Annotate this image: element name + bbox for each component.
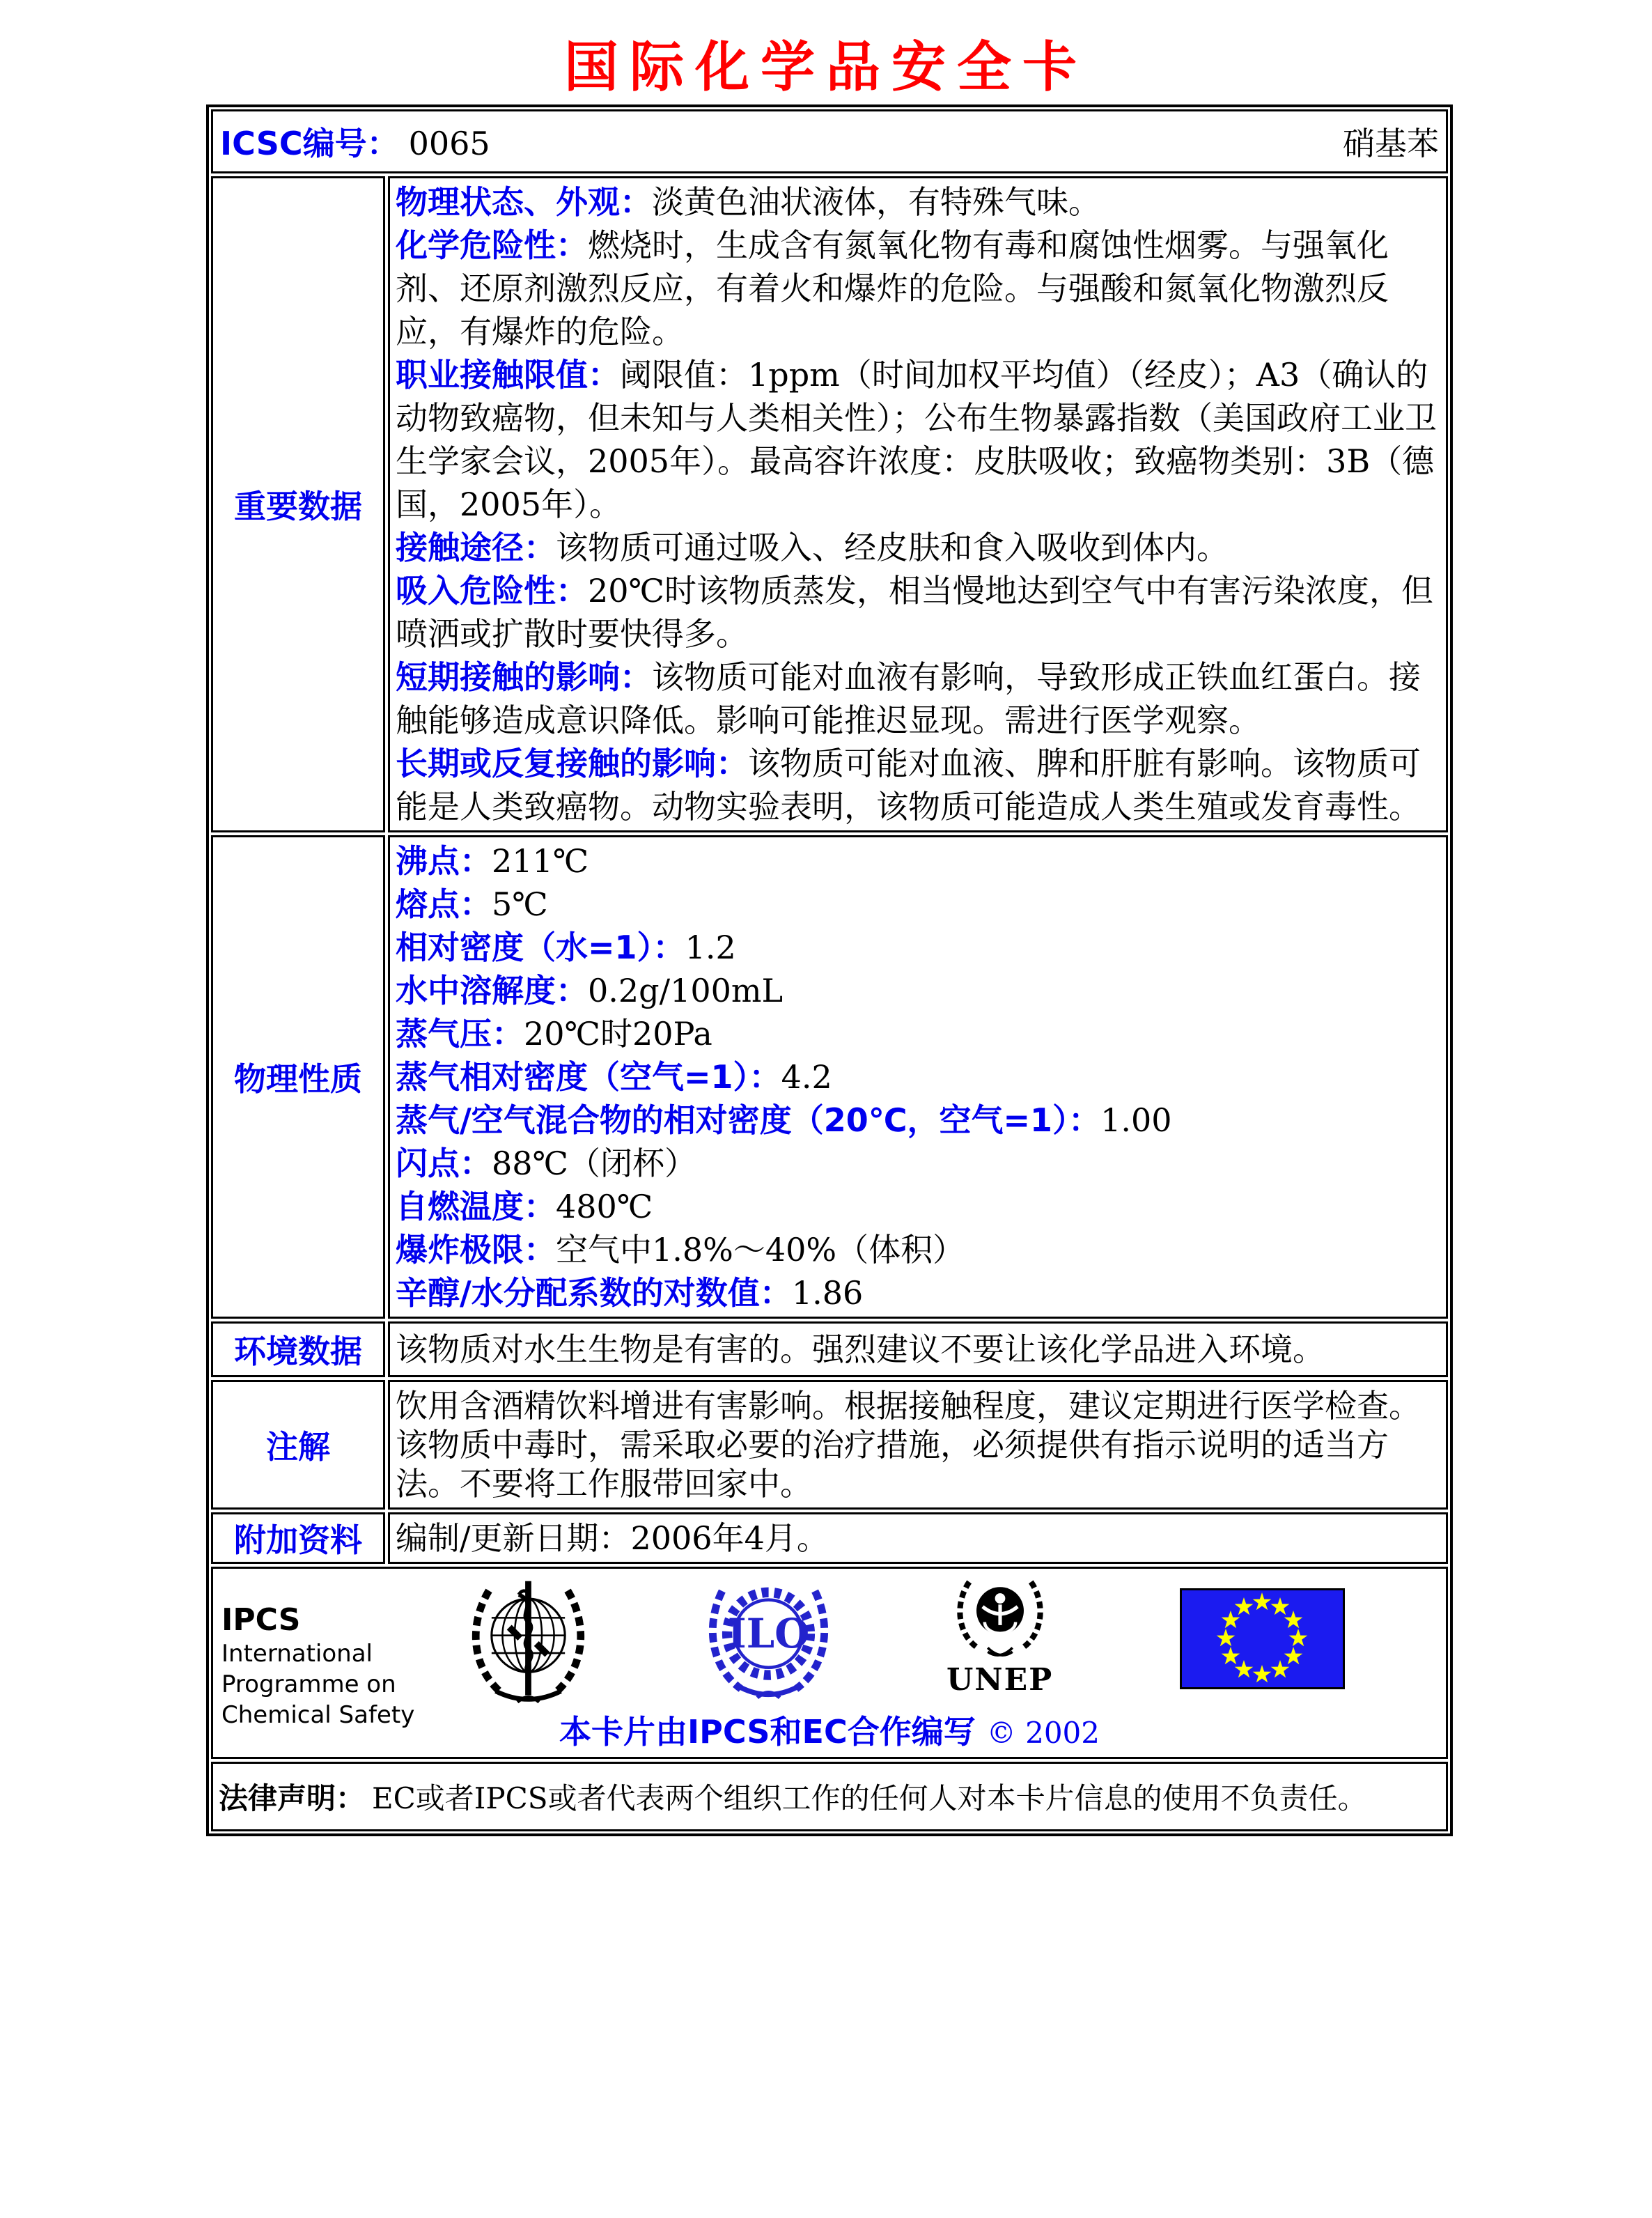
who-logo-icon [460, 1573, 596, 1712]
important-data-item-label: 职业接触限值： [396, 356, 620, 394]
physical-property-label: 闪点： [396, 1145, 492, 1182]
important-data-item-label: 化学危险性： [396, 226, 588, 264]
notes-text: 饮用含酒精饮料增进有害影响。根据接触程度，建议定期进行医学检查。该物质中毒时，需采取必要的治疗措施，必须提供有指示说明的适当方法。不要将工作服带回家中。 [396, 1387, 1421, 1503]
environmental-data-content [388, 1321, 1448, 1377]
physical-property-value: 5℃ [492, 885, 548, 923]
important-data-item-text: 阈限值：1ppm（时间加权平均值）（经皮）；A3（确认的动物致癌物，但未知与人类相关性）；公布生物暴露指数（美国政府工业卫生学家会议，2005年）。最高容许浓度：皮肤吸收；致癌物类别：3B（德国，2005年）。 [396, 356, 1437, 523]
important-data-item [396, 656, 1440, 742]
physical-property-label: 自燃温度： [396, 1188, 556, 1225]
ilo-logo-icon [704, 1579, 833, 1707]
ilo-monogram-text: ILO [727, 1610, 810, 1657]
important-data-item [396, 180, 1440, 224]
physical-property-label: 蒸气/空气混合物的相对密度（20℃，空气=1）： [396, 1101, 1101, 1139]
physical-property-item [396, 1271, 1440, 1314]
important-data-item-text: 该物质可通过吸入、经皮肤和食入吸收到体内。 [556, 529, 1229, 566]
important-data-item-label: 吸入危险性： [396, 572, 588, 610]
footer-caption [213, 1707, 1446, 1753]
additional-info-content [388, 1512, 1448, 1564]
physical-properties-row [211, 835, 1448, 1319]
physical-property-item [396, 1012, 1440, 1055]
important-data-item-text: 淡黄色油状液体，有特殊气味。 [652, 183, 1100, 221]
important-data-item-text: 该物质可能对血液有影响，导致形成正铁血红蛋白。接触能够造成意识降低。影响可能推迟显现。需进行医学观察。 [396, 658, 1421, 739]
environmental-data-text: 该物质对水生生物是有害的。强烈建议不要让该化学品进入环境。 [396, 1331, 1325, 1368]
unep-wordmark: UNEP [946, 1662, 1054, 1698]
additional-info-row [211, 1512, 1448, 1564]
physical-property-value: 20℃时20Pa [524, 1015, 712, 1053]
physical-property-item [396, 883, 1440, 926]
ipcs-line-2: Programme on [221, 1670, 396, 1698]
notes-section-label: 注解 [211, 1380, 385, 1510]
physical-property-item [396, 1185, 1440, 1228]
footer-copyright: © 2002 [986, 1716, 1100, 1750]
important-data-item-text: 该物质可能对血液、脾和肝脏有影响。该物质可能是人类致癌物。动物实验表明，该物质可能造成人类生殖或发育毒性。 [396, 745, 1421, 825]
important-data-item-label: 长期或反复接触的影响： [396, 745, 748, 782]
important-data-content [388, 176, 1448, 832]
physical-property-value: 1.86 [791, 1274, 864, 1312]
eu-flag-icon [1180, 1588, 1345, 1692]
physical-property-item [396, 969, 1440, 1012]
important-data-item-text: 20℃时该物质蒸发，相当慢地达到空气中有害污染浓度，但喷洒或扩散时要快得多。 [396, 572, 1433, 653]
physical-property-item [396, 926, 1440, 969]
important-data-item-label: 短期接触的影响： [396, 658, 652, 696]
environmental-data-section-label: 环境数据 [211, 1321, 385, 1377]
physical-property-item [396, 1228, 1440, 1271]
physical-property-item [396, 1142, 1440, 1185]
physical-property-label: 相对密度（水=1）： [396, 929, 685, 966]
chemical-name: 硝基苯 [1343, 125, 1439, 162]
physical-property-item [396, 1055, 1440, 1099]
physical-property-value: 4.2 [781, 1058, 832, 1096]
physical-property-item [396, 1099, 1440, 1142]
logos-row [211, 1567, 1448, 1759]
physical-property-item [396, 839, 1440, 883]
physical-property-value: 480℃ [556, 1188, 653, 1225]
physical-property-value: 1.2 [685, 929, 736, 966]
header-cell [211, 109, 1448, 173]
physical-properties-section-label: 物理性质 [211, 835, 385, 1319]
page-title: 国际化学品安全卡 [563, 36, 1088, 99]
physical-property-label: 沸点： [396, 842, 492, 880]
footer-caption-text: 本卡片由IPCS和EC合作编写 [559, 1713, 976, 1751]
important-data-item [396, 569, 1440, 656]
additional-info-text: 编制/更新日期：2006年4月。 [396, 1519, 829, 1557]
icsc-number-group [220, 118, 490, 164]
physical-property-label: 熔点： [396, 885, 492, 923]
icsc-number-value: 0065 [408, 125, 490, 162]
important-data-item-label: 物理状态、外观： [396, 183, 652, 221]
header-row [211, 109, 1448, 173]
physical-property-label: 蒸气压： [396, 1015, 524, 1053]
unep-logo-icon [946, 1576, 1053, 1696]
important-data-item-label: 接触途径： [396, 529, 556, 566]
legal-text: EC或者IPCS或者代表两个组织工作的任何人对本卡片信息的使用不负责任。 [372, 1781, 1367, 1815]
important-data-item [396, 353, 1440, 526]
physical-property-value: 1.00 [1100, 1101, 1172, 1139]
physical-property-value: 0.2g/100mL [588, 972, 784, 1009]
ipcs-line-1: International [221, 1640, 373, 1668]
important-data-item-text: 燃烧时，生成含有氮氧化物有毒和腐蚀性烟雾。与强氧化剂、还原剂激烈反应，有着火和爆炸的危险。与强酸和氮氧化物激烈反应，有爆炸的危险。 [396, 226, 1389, 350]
important-data-row [211, 176, 1448, 832]
notes-content [388, 1380, 1448, 1510]
physical-property-label: 蒸气相对密度（空气=1）： [396, 1058, 781, 1096]
legal-row [211, 1762, 1448, 1831]
icsc-number-label: ICSC编号： [220, 125, 399, 162]
ipcs-line-3: Chemical Safety [221, 1701, 415, 1729]
important-data-section-label: 重要数据 [211, 176, 385, 832]
environmental-data-row [211, 1321, 1448, 1377]
important-data-item [396, 224, 1440, 353]
legal-cell [211, 1762, 1448, 1831]
physical-property-label: 水中溶解度： [396, 972, 588, 1009]
important-data-item [396, 526, 1440, 569]
physical-property-label: 爆炸极限： [396, 1231, 556, 1269]
icsc-card-table [206, 104, 1453, 1836]
important-data-item [396, 742, 1440, 828]
legal-label: 法律声明： [219, 1781, 366, 1815]
ipcs-acronym: IPCS [221, 1602, 301, 1638]
logos-cell [211, 1567, 1448, 1759]
physical-property-value: 211℃ [492, 842, 589, 880]
additional-info-section-label: 附加资料 [211, 1512, 385, 1564]
physical-property-value: 空气中1.8%～40%（体积） [556, 1231, 965, 1269]
notes-row [211, 1380, 1448, 1510]
physical-property-label: 辛醇/水分配系数的对数值： [396, 1274, 792, 1312]
physical-properties-content [388, 835, 1448, 1319]
physical-property-value: 88℃（闭杯） [492, 1145, 696, 1182]
